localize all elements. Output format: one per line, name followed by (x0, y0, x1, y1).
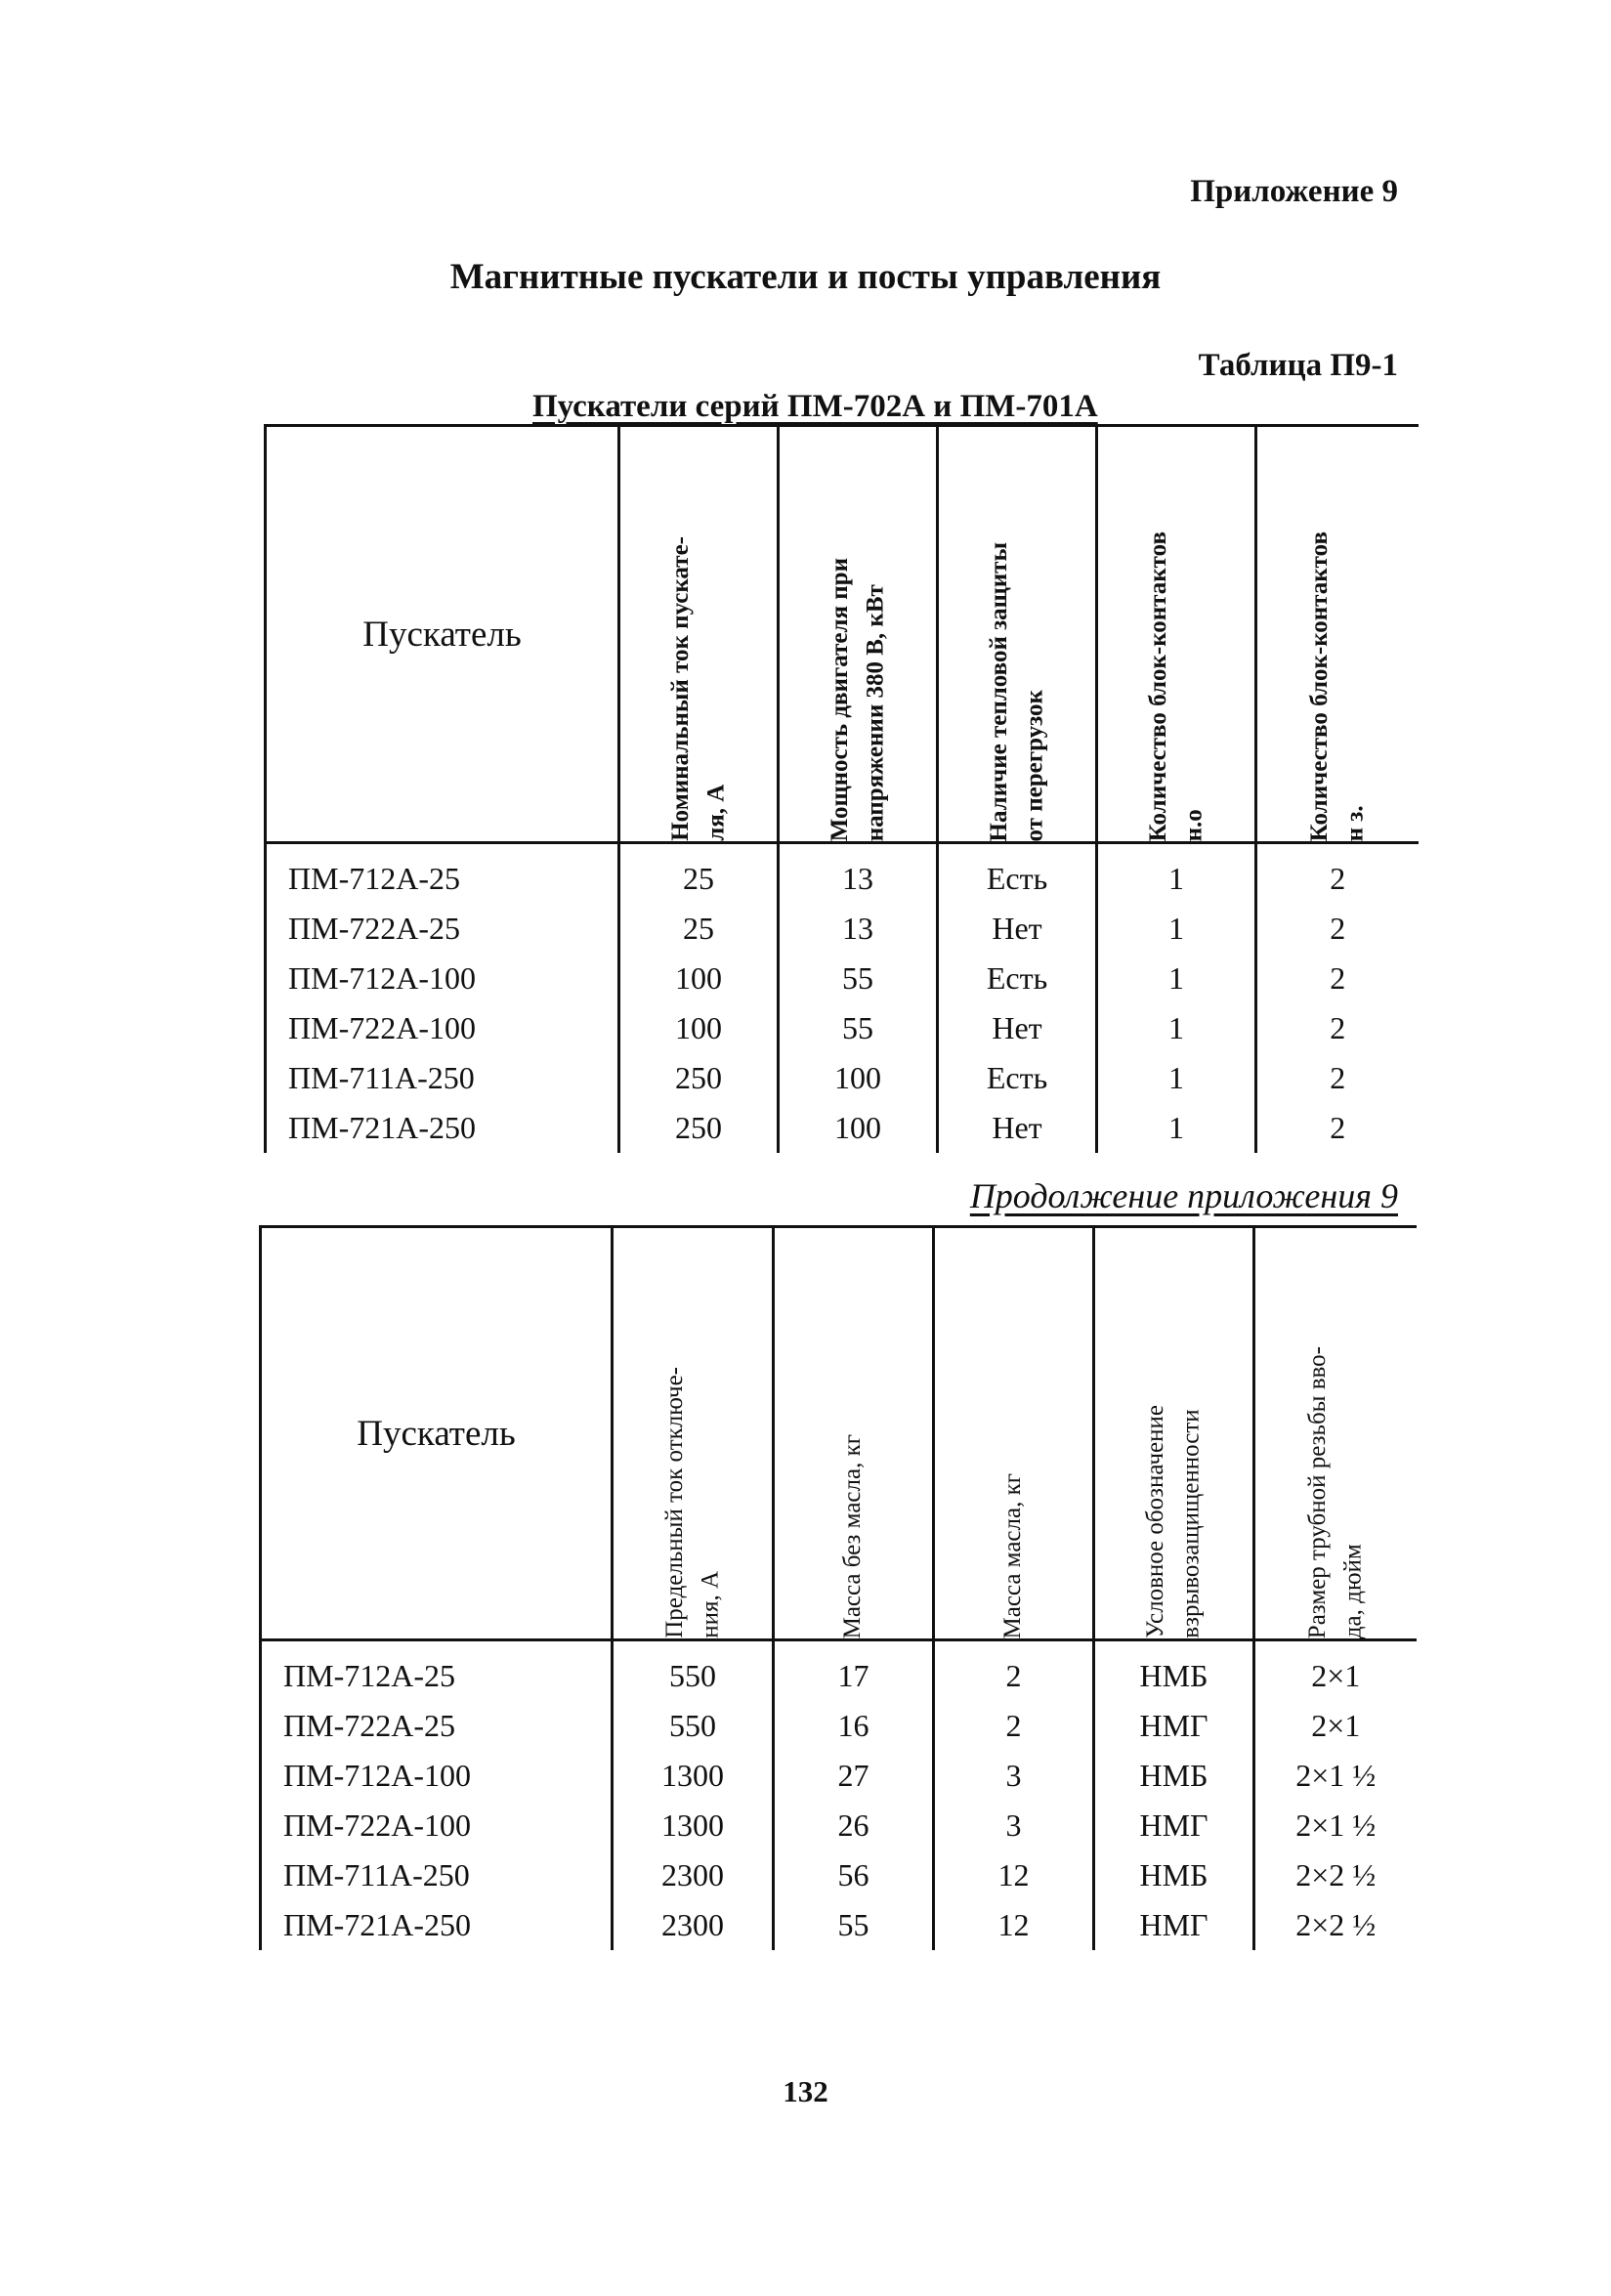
table-caption: Пускатели серий ПМ-702А и ПМ-701А (532, 389, 1098, 424)
column-header-thread-size: Размер трубной резьбы вво- да, дюйм (1254, 1227, 1417, 1640)
column-header-breaking-current: Предельный ток отключе- ния, А (613, 1227, 774, 1640)
column-header-contacts-no: Количество блок-контактов н.о (1097, 426, 1256, 843)
table-row: ПМ-722А-25 550 16 2 НМГ 2×1 (261, 1701, 1417, 1751)
table-row: ПМ-722А-100 1300 26 3 НМГ 2×1 ½ (261, 1801, 1417, 1850)
column-header-motor-power: Мощность двигателя при напряжении 380 В, кВт (779, 426, 938, 843)
table-row: ПМ-711А-250 2300 56 12 НМБ 2×2 ½ (261, 1850, 1417, 1900)
continuation-caption: Продолжение приложения 9 (969, 1176, 1398, 1215)
table-row: ПМ-721А-250 250 100 Нет 1 2 (266, 1103, 1419, 1153)
column-header-contacts-nc: Количество блок-контактов н з. (1256, 426, 1419, 843)
table-number-label: Таблица П9-1 (1198, 348, 1398, 383)
page-number: 132 (783, 2074, 828, 2108)
page-title: Магнитные пускатели и посты управления (449, 257, 1162, 297)
column-header-rated-current: Номинальный ток пускате- ля, А (619, 426, 779, 843)
table-row: ПМ-712А-100 1300 27 3 НМБ 2×1 ½ (261, 1751, 1417, 1801)
column-header-starter: Пускатель (261, 1227, 613, 1640)
starters-table-2 (259, 1225, 1417, 1950)
table-row: ПМ-722А-100 100 55 Нет 1 2 (266, 1003, 1419, 1053)
starters-table-1 (264, 424, 1419, 1153)
table-header-row (261, 1227, 1417, 1640)
table-row: ПМ-711А-250 250 100 Есть 1 2 (266, 1053, 1419, 1103)
appendix-label: Приложение 9 (1190, 174, 1398, 209)
table-row: ПМ-712А-100 100 55 Есть 1 2 (266, 954, 1419, 1003)
table-row: ПМ-712А-25 550 17 2 НМБ 2×1 (261, 1640, 1417, 1702)
column-header-starter: Пускатель (266, 426, 619, 843)
table-row: ПМ-722А-25 25 13 Нет 1 2 (266, 904, 1419, 954)
column-header-mass-without-oil: Масса без масла, кг (774, 1227, 934, 1640)
table-row: ПМ-721А-250 2300 55 12 НМГ 2×2 ½ (261, 1900, 1417, 1950)
table-header-row (266, 426, 1419, 843)
column-header-thermal-protection: Наличие тепловой защиты от перегрузок (938, 426, 1097, 843)
table-row: ПМ-712А-25 25 13 Есть 1 2 (266, 843, 1419, 905)
column-header-explosion-protection: Условное обозначение взрывозащищенности (1094, 1227, 1254, 1640)
column-header-oil-mass: Масса масла, кг (934, 1227, 1094, 1640)
